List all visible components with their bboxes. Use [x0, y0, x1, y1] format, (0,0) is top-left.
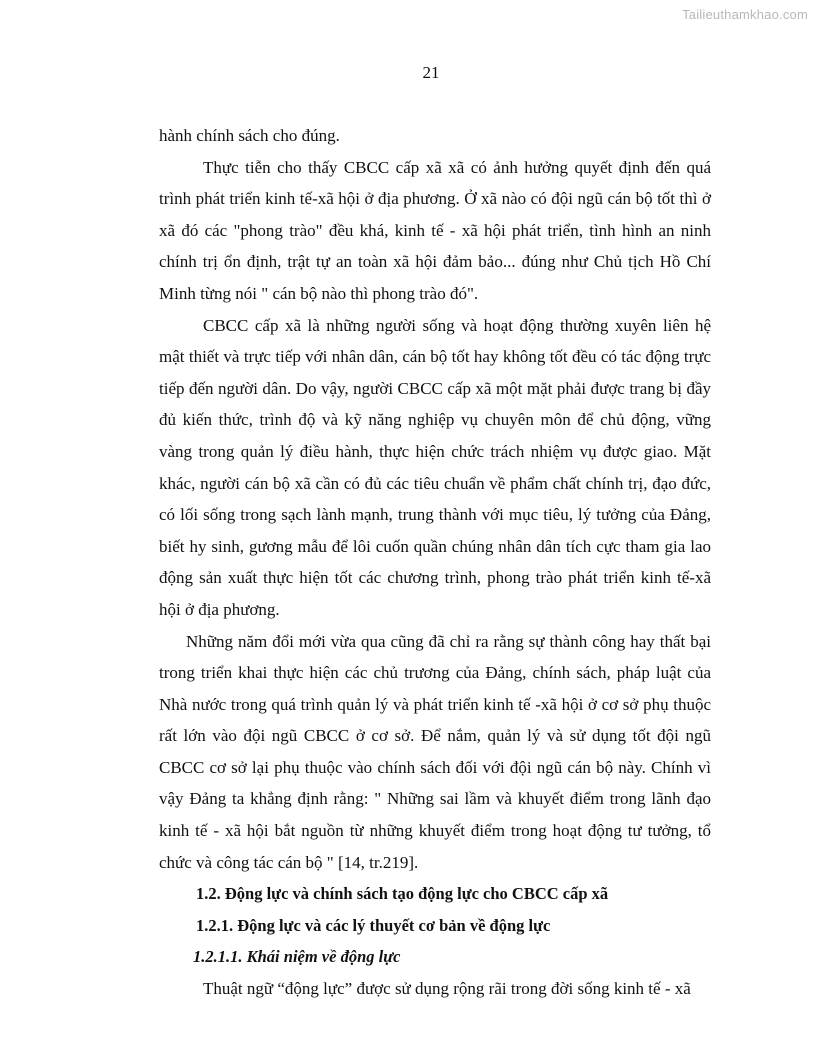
page-number: 21	[422, 63, 440, 82]
paragraph-motivation-term: Thuật ngữ “động lực” được sử dụng rộng rãi trong đời sống kinh tế - xã	[203, 979, 691, 999]
paragraph-renovation: Những năm đổi mới vừa qua cũng đã chỉ ra rằng sự thành công hay thất bại trong triển khai thực hiện các chủ trương của Đảng, chính sách, pháp luật của Nhà nước trong quá trình quản lý và phát triển kinh tế -xã hội ở cơ sở phụ thuộc rất lớn vào đội ngũ CBCC ở cơ sở. Để nắm, quản lý và sử dụng tốt đội ngũ CBCC cơ sở lại phụ thuộc vào chính sách đối với đội ngũ cán bộ này. Chính vì vậy Đảng ta khẳng định rằng: " Những sai lầm và khuyết điểm trong lãnh đạo kinh tế - xã hội bắt nguồn từ những khuyết điểm trong hoạt động tư tưởng, tổ chức và công tác cán bộ " [14, tr.219].	[159, 631, 711, 872]
watermark-text: Tailieuthamkhao.com	[682, 7, 808, 22]
paragraph-cbcc-role: CBCC cấp xã là những người sống và hoạt động thường xuyên liên hệ mật thiết và trực tiếp với nhân dân, cán bộ tốt hay không tốt đều có tác động trực tiếp đến người dân. Do vậy, người CBCC cấp xã một mặt phải được trang bị đầy đủ kiến thức, trình độ và kỹ năng nghiệp vụ chuyên môn để chủ động, vững vàng trong quản lý điều hành, thực hiện chức trách nhiệm vụ được giao. Mặt khác, người cán bộ xã cần có đủ các tiêu chuẩn về phẩm chất chính trị, đạo đức, có lối sống trong sạch lành mạnh, trung thành với mục tiêu, lý tưởng của Đảng, biết hy sinh, gương mẫu để lôi cuốn quần chúng nhân dân tích cực tham gia lao động sản xuất thực hiện tốt các chương trình, phong trào phát triển kinh tế-xã hội ở địa phương.	[159, 315, 711, 619]
section-heading-1-2-1-1: 1.2.1.1. Khái niệm về động lực	[193, 947, 401, 967]
paragraph-continuation: hành chính sách cho đúng.	[159, 126, 340, 145]
document-body	[159, 120, 711, 1005]
section-heading-1-2: 1.2. Động lực và chính sách tạo động lực cho CBCC cấp xã	[196, 884, 609, 904]
section-heading-1-2-1: 1.2.1. Động lực và các lý thuyết cơ bản về động lực	[196, 915, 551, 935]
paragraph-cbcc-influence: Thực tiễn cho thấy CBCC cấp xã xã có ảnh hưởng quyết định đến quá trình phát triển kinh tế-xã hội ở địa phương. Ở xã nào có đội ngũ cán bộ tốt thì ở xã đó các "phong trào" đều khá, kinh tế - xã hội phát triển, tình hình an ninh chính trị ổn định, trật tự an toàn xã hội đảm bảo... đúng như Chủ tịch Hồ Chí Minh từng nói " cán bộ nào thì phong trào đó".	[159, 157, 711, 303]
